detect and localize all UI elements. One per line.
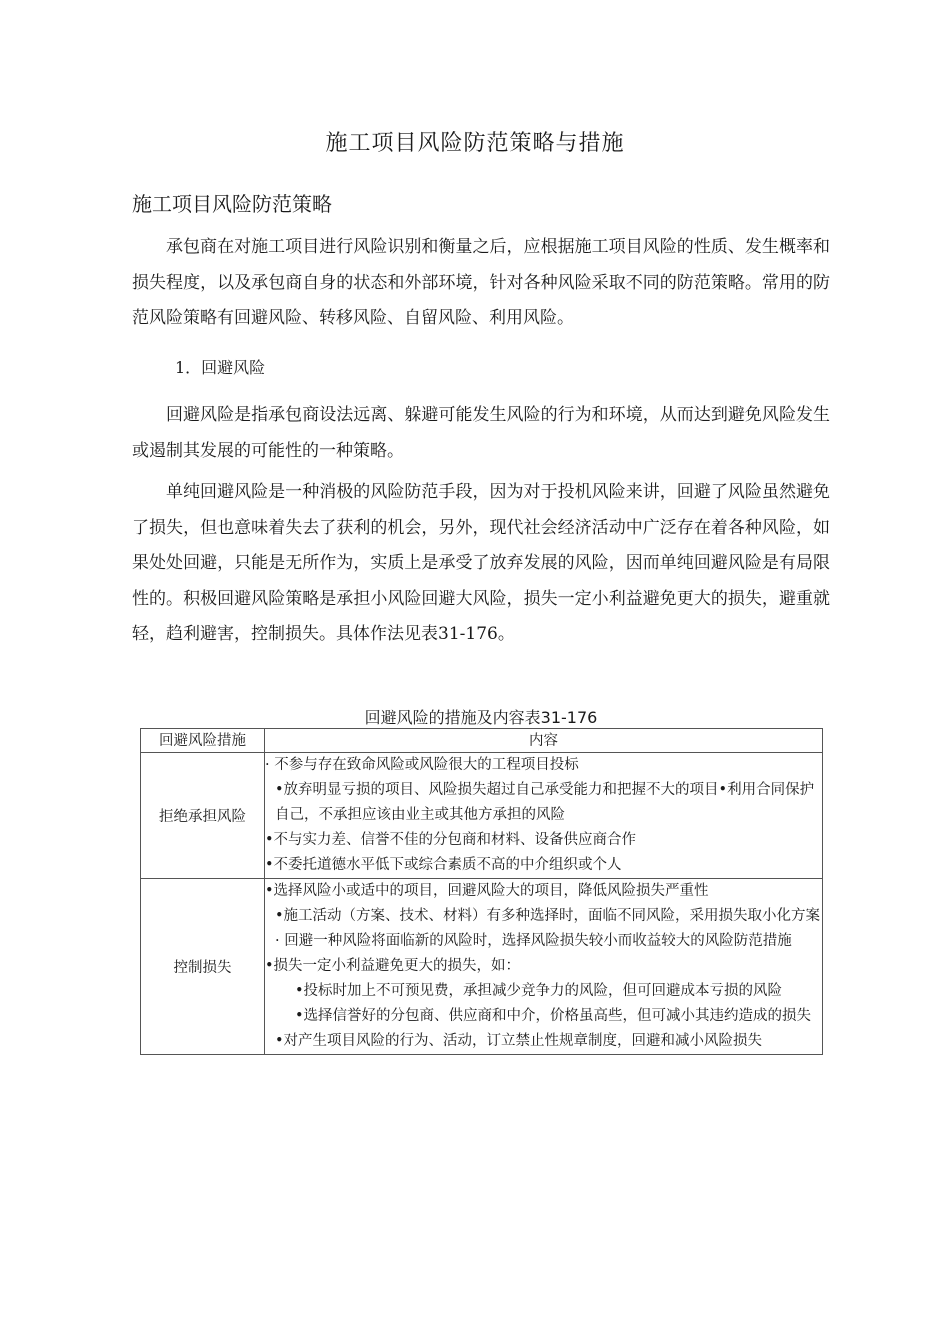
content-line: •放弃明显亏损的项目、风险损失超过自己承受能力和把握不大的项目•利用合同保护自己，不承担应该由业主或其他方承担的风险 (275, 782, 815, 823)
explanation-paragraph: 单纯回避风险是一种消极的风险防范手段，因为对于投机风险来讲，回避了风险虽然避免了损失，但也意味着失去了获利的机会，另外，现代社会经济活动中广泛存在着各种风险，如果处处回避，只能是无所作为，实质上是承受了放弃发展的风险，因而单纯回避风险是有局限性的。积极回避风险策略是承担小风险回避大风险，损失一定小利益避免更大的损失，避重就轻，趋利避害，控制损失。具体作法见表31-176。 (132, 482, 830, 644)
content-line: •不与实力差、信誉不佳的分包商和材料、设备供应商合作 (265, 832, 637, 848)
table-row (141, 753, 823, 879)
definition-paragraph: 回避风险是指承包商设法远离、躲避可能发生风险的行为和环境，从而达到避免风险发生或遏制其发展的可能性的一种策略。 (132, 405, 830, 461)
intro-paragraph: 承包商在对施工项目进行风险识别和衡量之后，应根据施工项目风险的性质、发生概率和损失程度，以及承包商自身的状态和外部环境，针对各种风险采取不同的防范策略。常用的防范风险策略有回避风险、转移风险、自留风险、利用风险。 (132, 237, 830, 328)
measure-name-cell: 拒绝承担风险 (141, 753, 265, 879)
table-row (141, 879, 823, 1055)
section-heading: 施工项目风险防范策略 (132, 192, 332, 216)
header-content: 内容 (265, 729, 823, 753)
content-cell (265, 753, 823, 879)
measures-table (140, 728, 823, 1055)
content-line: •选择信誉好的分包商、供应商和中介，价格虽高些，但可减小其违约造成的损失 (295, 1008, 812, 1024)
content-line: •不委托道德水平低下或综合素质不高的中介组织或个人 (265, 857, 622, 873)
content-line: · 不参与存在致命风险或风险很大的工程项目投标 (265, 757, 579, 773)
content-line: •对产生项目风险的行为、活动，订立禁止性规章制度，回避和减小风险损失 (275, 1033, 763, 1049)
header-measure: 回避风险措施 (141, 729, 265, 753)
content-line: •投标时加上不可预见费，承担减少竞争力的风险，但可回避成本亏损的风险 (295, 983, 783, 999)
content-line: •施工活动（方案、技术、材料）有多种选择时，面临不同风险，采用损失取小化方案 (275, 908, 821, 924)
page-title: 施工项目风险防范策略与措施 (325, 131, 625, 156)
item-heading-avoid-risk: 1．回避风险 (175, 358, 266, 377)
content-line: · 回避一种风险将面临新的风险时，选择风险损失较小而收益较大的风险防范措施 (275, 933, 792, 949)
table-header-row (141, 729, 823, 753)
table-caption: 回避风险的措施及内容表31-176 (364, 708, 598, 727)
content-line: •选择风险小或适中的项目，回避风险大的项目，降低风险损失严重性 (265, 883, 709, 899)
content-cell (265, 879, 823, 1055)
content-line: •损失一定小利益避免更大的损失，如： (265, 958, 521, 974)
measure-name-cell: 控制损失 (141, 879, 265, 1055)
